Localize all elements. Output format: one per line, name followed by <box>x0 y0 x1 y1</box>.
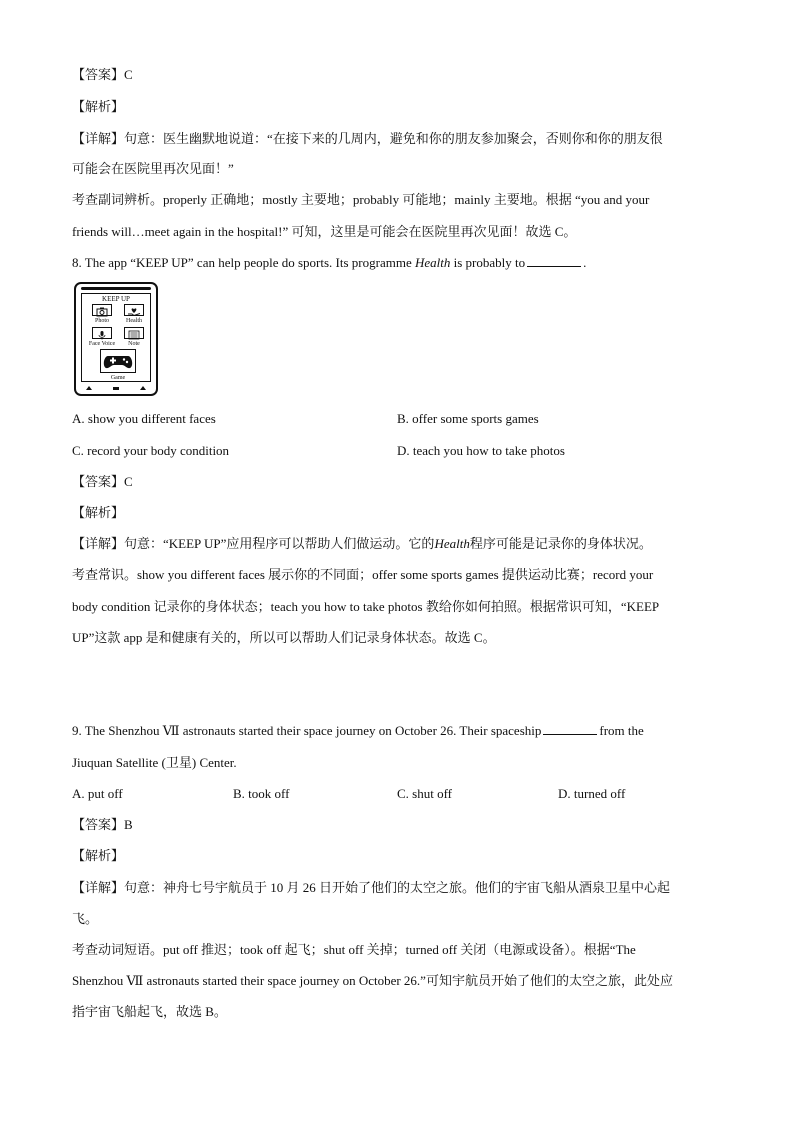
detail-text: UP”这款 app 是和健康有关的，所以可以帮助人们记录身体状态。故选 C。 <box>72 630 496 645</box>
tile-label: Face Voice <box>88 341 116 347</box>
stem-text: from the <box>599 723 644 738</box>
question-stem-line2: Jiuquan Satellite (卫星) Center. <box>72 755 237 770</box>
note-icon <box>124 327 144 339</box>
detail-text: friends will…meet again in the hospital!” 可知，这里是可能会在医院里再次见面！故选 C。 <box>72 224 577 239</box>
stem-text: is probably to <box>450 255 526 270</box>
option-a: A. put off <box>72 786 123 801</box>
phone-home-bar <box>84 385 148 391</box>
heart-hand-icon <box>124 304 144 316</box>
question-stem <box>72 254 586 272</box>
detail-text <box>72 535 652 553</box>
phone-speaker <box>81 287 151 290</box>
detail-text: 考查动词短语。put off 推迟；took off 起飞；shut off 关掉；turned off 关闭（电源或设备）。根据“The <box>72 942 636 957</box>
tile-label: Health <box>126 318 142 324</box>
detail-text: 可能会在医院里再次见面！” <box>72 161 234 176</box>
option-c: C. record your body condition <box>72 443 230 458</box>
app-name: KEEP UP <box>102 295 130 303</box>
option-c: C. shut off <box>397 786 453 801</box>
option-d: D. teach you how to take photos <box>397 443 565 458</box>
detail-text: 考查常识。show you different faces 展示你的不同面；offer some sports games 提供运动比赛；record your <box>72 567 654 582</box>
detail-text-part: 程序可能是记录你的身体状况。 <box>469 536 652 551</box>
answer-blank <box>527 254 581 267</box>
stem-italic: Health <box>414 255 451 270</box>
option-b: B. offer some sports games <box>397 411 539 426</box>
tile-label: Game <box>110 375 126 381</box>
detail-text: Shenzhou Ⅶ astronauts started their space journey on October 26.”可知宇航员开始了他们的太空之旅，此处应 <box>72 973 673 988</box>
tile-label: Photo <box>94 318 109 324</box>
detail-text: 飞。 <box>72 911 99 926</box>
tile-label: Note <box>128 341 140 347</box>
stem-text: 8. The app “KEEP UP” can help people do sports. Its programme <box>72 255 415 270</box>
answer-blank <box>543 722 597 735</box>
question-stem <box>72 722 644 740</box>
phone-screen <box>81 293 151 382</box>
answer-line: 【答案】B <box>72 817 133 832</box>
detail-text-part: 【详解】句意：“KEEP UP”应用程序可以帮助人们做运动。它的 <box>72 536 435 551</box>
option-b: B. took off <box>233 786 290 801</box>
answer-line: 【答案】C <box>72 474 133 489</box>
camera-icon <box>92 304 112 316</box>
detail-text: 指宇宙飞船起飞，故选 B。 <box>72 1004 227 1019</box>
stem-text: 9. The Shenzhou Ⅶ astronauts started their space journey on October 26. Their spaceship <box>72 723 542 738</box>
stem-end: . <box>583 255 587 270</box>
analysis-label: 【解析】 <box>72 848 125 863</box>
answer-line: 【答案】C <box>72 67 133 82</box>
analysis-label: 【解析】 <box>72 505 125 520</box>
detail-text: 【详解】句意：神舟七号宇航员于 10 月 26 日开始了他们的太空之旅。他们的宇宙飞船从酒泉卫星中心起 <box>72 880 671 895</box>
gamepad-icon <box>100 349 136 373</box>
detail-italic: Health <box>434 536 470 551</box>
analysis-label: 【解析】 <box>72 99 125 114</box>
option-a: A. show you different faces <box>72 411 216 426</box>
detail-text: body condition 记录你的身体状态；teach you how to take photos 教给你如何拍照。根据常识可知，“KEEP <box>72 599 660 614</box>
option-d: D. turned off <box>558 786 626 801</box>
detail-text: 考查副词辨析。properly 正确地；mostly 主要地；probably 可能地；mainly 主要地。根据 “you and your <box>72 192 650 207</box>
microphone-icon <box>92 327 112 339</box>
keep-up-phone-figure <box>74 282 158 396</box>
detail-text: 【详解】句意：医生幽默地说道：“在接下来的几周内，避免和你的朋友参加聚会，否则你和你的朋友很 <box>72 131 663 146</box>
